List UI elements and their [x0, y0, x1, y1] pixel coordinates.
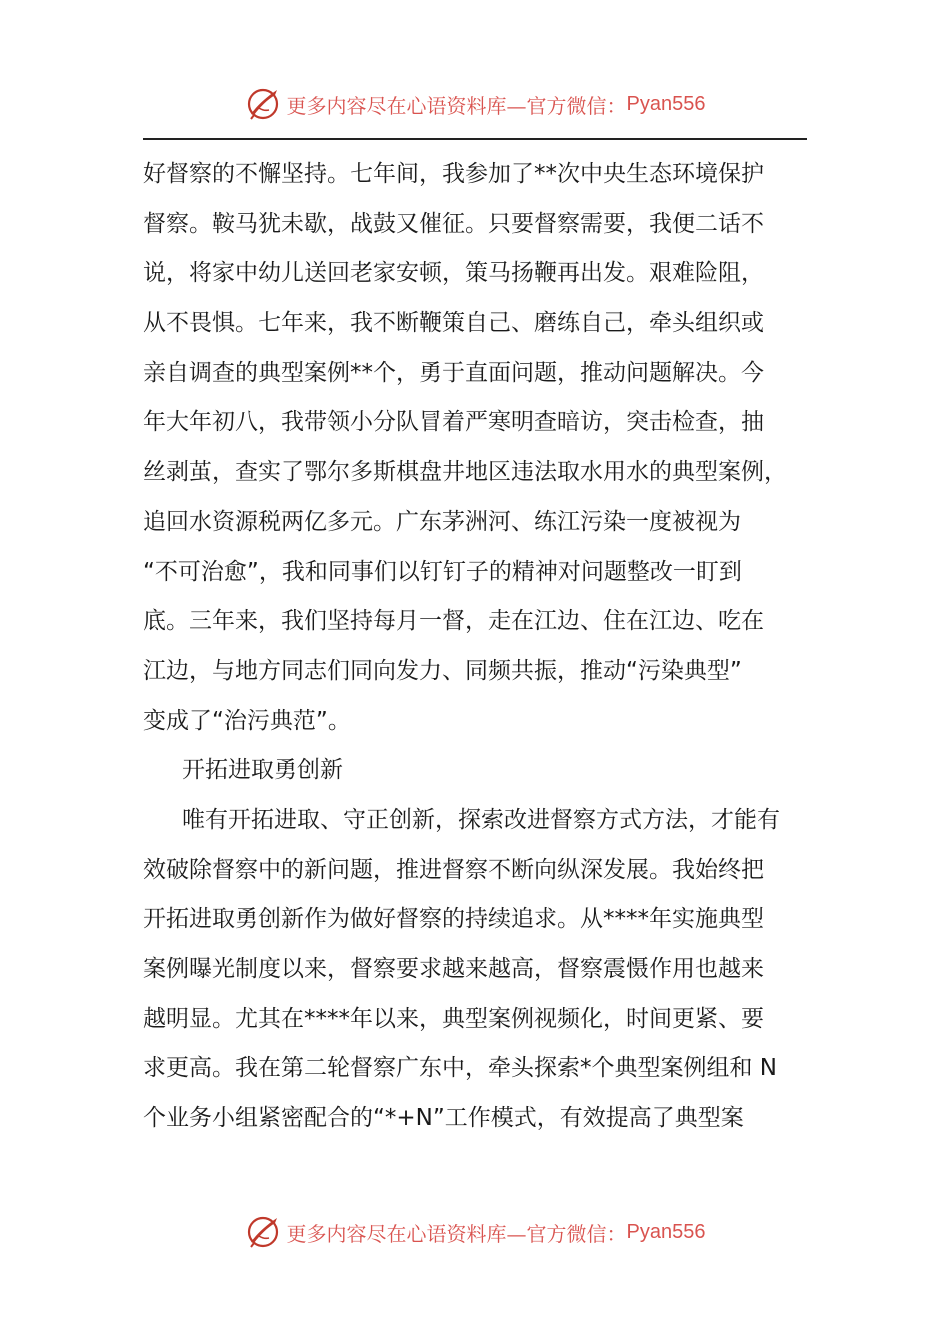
watermark-id: Pyan556 — [626, 92, 706, 115]
text-line: 说，将家中幼儿送回老家安顿，策马扬鞭再出发。艰难险阻， — [143, 260, 764, 287]
text-line: 个业务小组紧密配合的“*+N”工作模式，有效提高了典型案 — [143, 1105, 744, 1132]
text-line: 丝剥茧，查实了鄂尔多斯棋盘井地区违法取水用水的典型案例， — [143, 459, 787, 486]
text-line: 变成了“治污典范”。 — [143, 707, 351, 734]
text-line: 底。三年来，我们坚持每月一督，走在江边、住在江边、吃在 — [143, 608, 764, 635]
text-line: 开拓进取勇创新作为做好督察的持续追求。从****年实施典型 — [143, 906, 764, 933]
text-line: 越明显。尤其在****年以来，典型案例视频化，时间更紧、要 — [143, 1005, 764, 1032]
document-body — [143, 150, 811, 1144]
text-line: 督察。鞍马犹未歇，战鼓又催征。只要督察需要，我便二话不 — [143, 210, 764, 237]
text-line: 亲自调查的典型案例**个，勇于直面问题，推动问题解决。今 — [143, 359, 764, 386]
pen-logo-icon — [245, 86, 281, 122]
text-line: 好督察的不懈坚持。七年间，我参加了**次中央生态环境保护 — [143, 161, 764, 187]
text-line: 江边，与地方同志们同向发力、同频共振，推动“污染典型” — [143, 657, 742, 684]
text-line: 追回水资源税两亿多元。广东茅洲河、练江污染一度被视为 — [143, 508, 741, 535]
text-line: 唯有开拓进取、守正创新，探索改进督察方式方法，才能有 — [182, 806, 780, 833]
text-line: 年大年初八，我带领小分队冒着严寒明查暗访，突击检查，抽 — [143, 409, 764, 436]
text-line: 求更高。我在第二轮督察广东中，牵头探索*个典型案例组和 N — [143, 1055, 778, 1082]
text-line: “不可治愈”，我和同事们以钉钉子的精神对问题整改一盯到 — [143, 558, 742, 585]
section-heading: 开拓进取勇创新 — [182, 757, 343, 784]
text-line: 从不畏惧。七年来，我不断鞭策自己、磨练自己，牵头组织或 — [143, 310, 764, 337]
watermark-text: 更多内容尽在心语资料库—官方微信： — [286, 93, 627, 118]
watermark-text: 更多内容尽在心语资料库—官方微信： — [286, 1221, 627, 1246]
header-divider — [143, 138, 807, 140]
header-watermark — [0, 84, 950, 124]
text-line: 效破除督察中的新问题，推进督察不断向纵深发展。我始终把 — [143, 856, 764, 883]
footer-watermark — [0, 1212, 950, 1252]
watermark-id: Pyan556 — [626, 1220, 706, 1243]
pen-logo-icon — [245, 1214, 281, 1250]
text-line: 案例曝光制度以来，督察要求越来越高，督察震慑作用也越来 — [143, 956, 764, 982]
